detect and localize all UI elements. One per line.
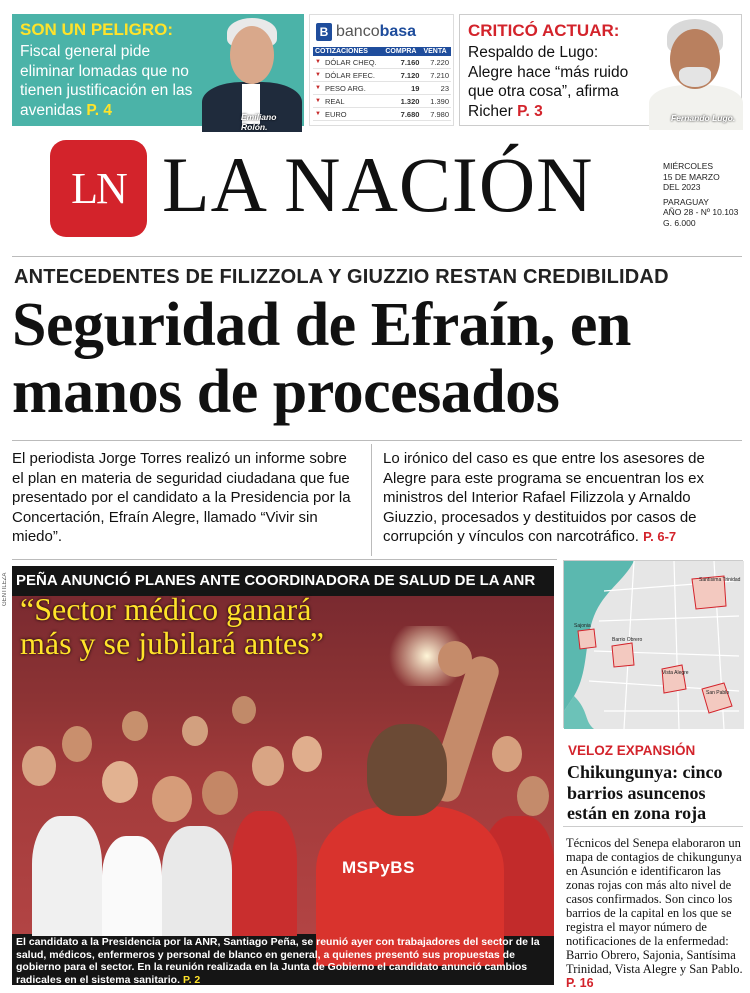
lead-kicker: ANTECEDENTES DE FILIZZOLA Y GIUZZIO RESTAN CREDIBILIDAD xyxy=(14,266,669,288)
table-row: ▼ DÓLAR EFEC. 7.120 7.210 xyxy=(315,70,449,80)
map-graphic xyxy=(564,561,744,729)
column-divider xyxy=(371,444,372,556)
divider xyxy=(563,826,743,827)
dateline: MIÉRCOLES 15 DE MARZO DEL 2023 PARAGUAY AÑO 28 - Nº 10.103 G. 6.000 xyxy=(663,161,739,228)
teaser-lugo-alegre[interactable] xyxy=(459,14,742,126)
photo-caption: El candidato a la Presidencia por la ANR, Santiago Peña, se reunió ayer con trabajadores del sector de la salud, médicos, enfermeros y personal de blanco en general, a quienes presentó sus propuestas de gobierno para el sector. En la reunión realizada en la Junta de Gobierno el candidato anunció cambios radicales en el sistema sanitario. P. 2 xyxy=(16,936,540,986)
page-ref: P. 4 xyxy=(86,101,112,119)
table-row: ▼ DÓLAR CHEQ. 7.160 7.220 xyxy=(315,57,449,67)
sidebar-headline[interactable]: Chikungunya: cinco barrios asuncenos están en zona roja xyxy=(567,762,723,823)
down-arrow-icon: ▼ xyxy=(313,56,323,69)
down-arrow-icon: ▼ xyxy=(313,69,323,82)
photo-credit: GENTILEZA xyxy=(2,572,8,606)
down-arrow-icon: ▼ xyxy=(313,82,323,95)
teaser-kicker: SON UN PELIGRO: xyxy=(20,20,174,39)
teaser-body: Fiscal general pide eliminar lomadas que no tienen justificación en las avenidas P. 4 xyxy=(20,43,193,119)
svg-text:Santísima Trinidad: Santísima Trinidad xyxy=(699,577,741,583)
newspaper-title[interactable]: LA NACIÓN xyxy=(162,141,594,228)
photo-caption: Emiliano Rolón. xyxy=(241,112,277,132)
table-row: ▼ EURO 7.680 7.980 xyxy=(315,109,449,119)
photo-caption: Fernando Lugo. xyxy=(671,113,736,123)
divider xyxy=(12,559,557,560)
down-arrow-icon: ▼ xyxy=(313,95,323,108)
raised-hand xyxy=(438,641,472,677)
teaser-body: Respaldo de Lugo: Alegre hace “más ruido que otra cosa”, afirma Richer P. 3 xyxy=(468,44,629,120)
table-row: ▼ REAL 1.320 1.390 xyxy=(315,96,449,106)
speaker-head xyxy=(367,724,447,816)
currency-exchange-box xyxy=(309,14,454,126)
sidebar-kicker: VELOZ EXPANSIÓN xyxy=(568,743,696,758)
chikungunya-map[interactable] xyxy=(563,560,743,728)
photo-kicker: PEÑA ANUNCIÓ PLANES ANTE COORDINADORA DE SALUD DE LA ANR xyxy=(16,572,536,589)
svg-text:Barrio Obrero: Barrio Obrero xyxy=(612,637,643,643)
down-arrow-icon: ▼ xyxy=(313,108,323,121)
jersey-text: MSPyBS xyxy=(342,858,415,877)
lead-paragraph-left: El periodista Jorge Torres realizó un informe sobre el plan en materia de seguridad ciudadana que fue presentado por el candidato a la Presidencia por la Concertación, Efraín Alegre, llamado “Vivir sin miedo”. xyxy=(12,450,351,545)
bank-logo-icon: B xyxy=(316,23,332,41)
divider xyxy=(12,440,742,441)
teaser-kicker: CRITICÓ ACTUAR: xyxy=(468,21,620,40)
page-ref[interactable]: P. 6-7 xyxy=(643,529,677,544)
exchange-table: COTIZACIONES COMPRA VENTA ▼ DÓLAR CHEQ. 7.160 7.220 ▼ DÓLAR EFEC. 7.120 7.210 ▼ PESO ARG. 19 23 ▼ REAL 1.320 1.390 ▼ EURO 7.680 7.980 xyxy=(315,48,449,119)
table-row: ▼ PESO ARG. 19 23 xyxy=(315,83,449,93)
top-teaser-bar xyxy=(12,14,742,132)
photo-headline-quote[interactable]: “Sector médico ganará más y se jubilará antes” xyxy=(20,591,324,661)
ln-logo[interactable]: LN xyxy=(50,140,147,237)
divider xyxy=(12,256,742,257)
bancobasa-logo: B banco basa xyxy=(316,21,416,43)
page-ref: P. 3 xyxy=(517,102,543,120)
teaser-fiscal-lomadas[interactable] xyxy=(12,14,304,132)
lead-paragraph-right: Lo irónico del caso es que entre los asesores de Alegre para este programa se encuentran los ex ministros del Interior Rafael Filizzola y Arnaldo Giuzzio, procesados y destituidos por casos de corrupción y vínculos con narcotráfico. P. 6-7 xyxy=(383,450,705,545)
sidebar-body: Técnicos del Senepa elaboraron un mapa de contagios de chikungunya en Asunción e identificaron las zonas rojas con más alto nivel de casos confirmados. Son cinco los barrios de la capital en los que se registra el mayor número de notificaciones de la enfermedad: Barrio Obrero, Sajonia, Santísima Trinidad, Vista Alegre y San Pablo. P. 16 xyxy=(566,836,743,990)
page-ref[interactable]: P. 16 xyxy=(566,976,594,990)
svg-text:Vista Alegre: Vista Alegre xyxy=(662,670,689,676)
portrait-fernando-lugo xyxy=(645,15,743,127)
page-ref: P. 2 xyxy=(182,973,201,986)
photo-story-pena[interactable] xyxy=(12,566,554,985)
portrait-emiliano-rolon xyxy=(197,14,304,132)
lead-headline[interactable]: Seguridad de Efraín, en manos de procesados xyxy=(12,291,631,426)
svg-text:San Pablo: San Pablo xyxy=(706,690,730,696)
svg-text:Sajonia: Sajonia xyxy=(574,623,591,629)
